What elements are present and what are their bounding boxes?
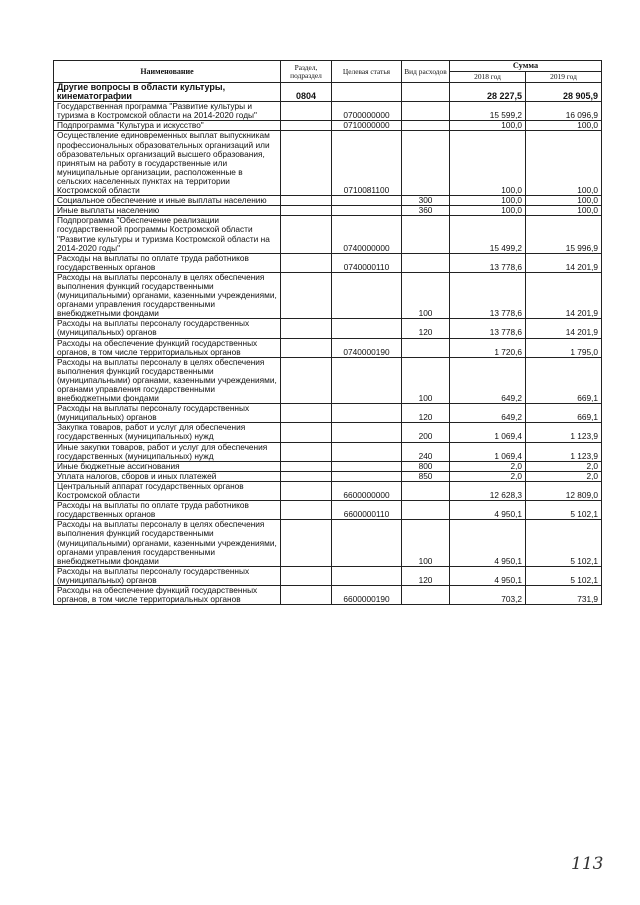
row-target [332,566,402,585]
row-section [281,357,332,403]
row-sum-2018: 1 069,4 [450,423,526,442]
row-sum-2019: 14 201,9 [526,319,602,338]
row-section [281,272,332,318]
header-sum: Сумма [450,61,602,72]
row-section [281,121,332,131]
row-type: 100 [402,357,450,403]
row-sum-2019: 2,0 [526,471,602,481]
row-section [281,338,332,357]
row-type: 100 [402,272,450,318]
row-name: Уплата налогов, сборов и иных платежей [54,471,281,481]
row-name: Центральный аппарат государственных органов Костромской области [54,481,281,500]
row-name: Подпрограмма "Культура и искусство" [54,121,281,131]
row-name: Осуществление единовременных выплат выпускникам профессиональных образовательных организаций или образовательных организаций высшего образования, принятым на работу в государственные или муниципальные организации, расположенные в сельских населенных пунктах на территории Костромской области [54,131,281,196]
row-target [332,461,402,471]
row-sum-2019: 12 809,0 [526,481,602,500]
row-type [402,131,450,196]
row-sum-2019: 2,0 [526,461,602,471]
row-name: Расходы на выплаты персоналу государственных (муниципальных) органов [54,404,281,423]
row-name: Расходы на выплаты по оплате труда работников государственных органов [54,253,281,272]
row-sum-2019: 14 201,9 [526,253,602,272]
row-type: 200 [402,423,450,442]
table-row [54,121,602,131]
row-sum-2019: 100,0 [526,121,602,131]
row-name: Иные закупки товаров, работ и услуг для обеспечения государственных (муниципальных) нужд [54,442,281,461]
row-sum-2018: 2,0 [450,471,526,481]
row-sum-2018: 1 069,4 [450,442,526,461]
row-section [281,501,332,520]
row-name: Расходы на выплаты персоналу в целях обеспечения выполнения функций государственными (муниципальными) органами, казенными учреждениями, органами управления государственными внебюджетными фондами [54,272,281,318]
row-type [402,501,450,520]
row-target [332,520,402,566]
row-section [281,131,332,196]
row-type [402,216,450,253]
table-row [54,272,602,318]
row-section [281,471,332,481]
row-target: 0700000000 [332,102,402,121]
row-target [332,272,402,318]
table-row [54,404,602,423]
row-type: 100 [402,520,450,566]
row-sum-2019: 1 123,9 [526,423,602,442]
table-row [54,423,602,442]
table-row [54,216,602,253]
row-section [281,404,332,423]
row-target [332,442,402,461]
row-sum-2019: 5 102,1 [526,501,602,520]
row-section [281,585,332,604]
header-section: Раздел, подраздел [281,61,332,83]
row-sum-2018: 13 778,6 [450,272,526,318]
row-sum-2018: 13 778,6 [450,319,526,338]
row-target: 6600000000 [332,481,402,500]
row-sum-2018: 100,0 [450,131,526,196]
row-section [281,253,332,272]
row-sum-2018: 13 778,6 [450,253,526,272]
row-sum-2019: 1 795,0 [526,338,602,357]
row-name: Другие вопросы в области культуры, кинематографии [54,83,281,102]
row-type: 120 [402,566,450,585]
row-target [332,83,402,102]
row-section [281,520,332,566]
row-section [281,319,332,338]
table-row [54,481,602,500]
row-type [402,253,450,272]
table-row [54,566,602,585]
row-name: Социальное обеспечение и иные выплаты населению [54,196,281,206]
row-sum-2018: 100,0 [450,196,526,206]
budget-table [53,60,602,605]
row-sum-2018: 28 227,5 [450,83,526,102]
row-sum-2018: 2,0 [450,461,526,471]
table-body [54,83,602,605]
row-type [402,121,450,131]
table-row [54,253,602,272]
row-sum-2019: 14 201,9 [526,272,602,318]
row-target [332,471,402,481]
row-target [332,206,402,216]
row-sum-2019: 731,9 [526,585,602,604]
row-sum-2018: 703,2 [450,585,526,604]
row-sum-2018: 4 950,1 [450,566,526,585]
row-name: Расходы на выплаты персоналу государственных (муниципальных) органов [54,319,281,338]
row-sum-2018: 4 950,1 [450,501,526,520]
table-row [54,471,602,481]
header-year-2018: 2018 год [450,72,526,83]
row-target: 0740000190 [332,338,402,357]
table-row [54,501,602,520]
row-name: Иные бюджетные ассигнования [54,461,281,471]
row-section: 0804 [281,83,332,102]
row-target: 6600000190 [332,585,402,604]
row-name: Иные выплаты населению [54,206,281,216]
row-type: 800 [402,461,450,471]
row-section [281,442,332,461]
row-target [332,357,402,403]
row-sum-2019: 669,1 [526,404,602,423]
row-name: Расходы на обеспечение функций государственных органов, в том числе территориальных органов [54,585,281,604]
row-sum-2018: 649,2 [450,404,526,423]
row-section [281,102,332,121]
row-sum-2019: 28 905,9 [526,83,602,102]
table-row [54,206,602,216]
row-target [332,404,402,423]
table-row [54,585,602,604]
row-name: Государственная программа "Развитие культуры и туризма в Костромской области на 2014-2020 годы" [54,102,281,121]
row-sum-2019: 16 096,9 [526,102,602,121]
row-section [281,206,332,216]
row-section [281,216,332,253]
row-target [332,423,402,442]
row-section [281,481,332,500]
header-target: Целевая статья [332,61,402,83]
row-sum-2018: 15 599,2 [450,102,526,121]
row-sum-2018: 12 628,3 [450,481,526,500]
row-name: Расходы на обеспечение функций государственных органов, в том числе территориальных органов [54,338,281,357]
row-type: 850 [402,471,450,481]
row-name: Расходы на выплаты персоналу в целях обеспечения выполнения функций государственными (муниципальными) органами, казенными учреждениями, органами управления государственными внебюджетными фондами [54,357,281,403]
row-section [281,196,332,206]
row-target: 0740000110 [332,253,402,272]
table-row [54,357,602,403]
row-target [332,196,402,206]
table-row [54,196,602,206]
row-section [281,566,332,585]
table-row [54,131,602,196]
table-row [54,442,602,461]
row-target: 0710081100 [332,131,402,196]
row-sum-2018: 1 720,6 [450,338,526,357]
row-section [281,423,332,442]
row-sum-2019: 100,0 [526,196,602,206]
table-row [54,83,602,102]
row-name: Подпрограмма "Обеспечение реализации государственной программы Костромской области "Развитие культуры и туризма Костромской области на 2014-2020 годы" [54,216,281,253]
row-type [402,102,450,121]
row-type [402,585,450,604]
table-row [54,338,602,357]
row-sum-2019: 1 123,9 [526,442,602,461]
header-type: Вид расходов [402,61,450,83]
row-sum-2018: 4 950,1 [450,520,526,566]
row-sum-2018: 649,2 [450,357,526,403]
row-name: Расходы на выплаты персоналу государственных (муниципальных) органов [54,566,281,585]
row-type: 360 [402,206,450,216]
row-name: Закупка товаров, работ и услуг для обеспечения государственных (муниципальных) нужд [54,423,281,442]
table-row [54,520,602,566]
page-number: 113 [571,854,604,874]
row-sum-2018: 15 499,2 [450,216,526,253]
row-target: 0740000000 [332,216,402,253]
row-sum-2019: 5 102,1 [526,520,602,566]
row-sum-2019: 100,0 [526,206,602,216]
row-type: 240 [402,442,450,461]
row-name: Расходы на выплаты персоналу в целях обеспечения выполнения функций государственными (муниципальными) органами, казенными учреждениями, органами управления государственными внебюджетными фондами [54,520,281,566]
row-target [332,319,402,338]
row-name: Расходы на выплаты по оплате труда работников государственных органов [54,501,281,520]
row-type: 300 [402,196,450,206]
header-year-2019: 2019 год [526,72,602,83]
row-type: 120 [402,319,450,338]
table-row [54,461,602,471]
row-sum-2018: 100,0 [450,121,526,131]
table-row [54,102,602,121]
row-type [402,481,450,500]
row-sum-2019: 5 102,1 [526,566,602,585]
row-section [281,461,332,471]
row-type: 120 [402,404,450,423]
row-sum-2018: 100,0 [450,206,526,216]
header-name: Наименование [54,61,281,83]
row-type [402,83,450,102]
row-sum-2019: 15 996,9 [526,216,602,253]
row-sum-2019: 669,1 [526,357,602,403]
row-target: 0710000000 [332,121,402,131]
table-row [54,319,602,338]
row-sum-2019: 100,0 [526,131,602,196]
row-type [402,338,450,357]
row-target: 6600000110 [332,501,402,520]
